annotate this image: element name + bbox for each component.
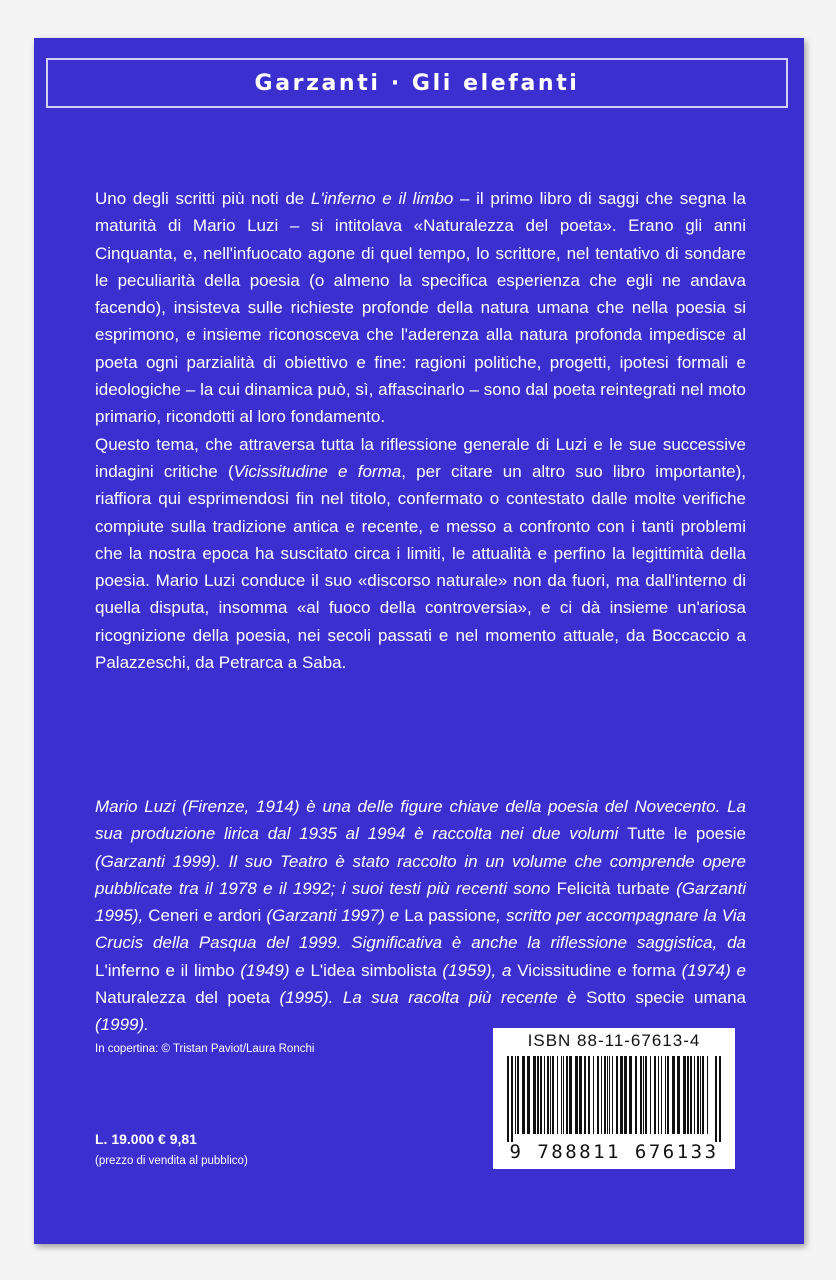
series-header-frame — [46, 58, 788, 108]
author-biography — [95, 793, 746, 1039]
text-run: (Garzanti 1995), — [95, 878, 746, 926]
barcode-bar — [700, 1056, 701, 1134]
barcode-bar — [563, 1056, 564, 1134]
isbn-number: ISBN 88-11-67613-4 — [527, 1031, 701, 1050]
text-run: Uno degli scritti più noti de — [95, 189, 311, 208]
barcode-bar — [566, 1056, 568, 1134]
barcode-bar — [601, 1056, 602, 1134]
barcode-bar — [550, 1056, 551, 1134]
barcode-bar — [687, 1056, 689, 1134]
barcode-bar — [561, 1056, 562, 1134]
barcode-bar — [683, 1056, 686, 1134]
ean-number: 9 788811 676133 — [509, 1141, 719, 1163]
barcode-bar — [511, 1056, 513, 1142]
book-title: Vicissitudine e forma — [517, 960, 676, 980]
barcode-bar — [547, 1056, 549, 1134]
cover-credit: In copertina: © Tristan Paviot/Laura Ronchi — [95, 1043, 315, 1055]
barcode-bar — [677, 1056, 680, 1134]
italic-title: L'inferno e il limbo — [310, 189, 454, 208]
barcode-bar — [650, 1056, 651, 1134]
italic-title: Vicissitudine e forma — [233, 461, 402, 481]
book-back-cover — [34, 38, 804, 1244]
price: L. 19.000 € 9,81 — [95, 1131, 197, 1147]
barcode-bar — [645, 1056, 647, 1134]
barcode-bar — [702, 1056, 704, 1134]
barcode-bar — [533, 1056, 536, 1134]
text-run: Mario Luzi (Firenze, 1914) è una delle figure chiave della poesia del Novecento. La sua produzione lirica dal 1935 al 1994 è raccolta nei due volumi — [95, 797, 746, 844]
barcode-bar — [616, 1056, 618, 1134]
barcode-bar — [579, 1056, 582, 1134]
barcode-bar — [697, 1056, 699, 1134]
price-note: (prezzo di vendita al pubblico) — [95, 1155, 248, 1167]
biography-paragraph — [95, 793, 746, 1039]
barcode-bar — [597, 1056, 599, 1134]
barcode-bar — [515, 1056, 516, 1134]
text-run: (1959), a — [436, 960, 518, 980]
text-run: – il primo libro di saggi che segna la maturità di Mario Luzi – si intitolava «Naturalezza del poeta». Erano gli anni Cinquanta, e, nell'infuocato agone di quel tempo, lo scrittore, nel tentativo di sondare le peculiarità della poesia (o almeno la specifica esperienza che egli ne andava facendo), insisteva sulle richieste profonde della natura umana che nella poesia si esprimono, e insieme riconosceva che l'aderenza alla natura profonda impedisce al poeta ogni parzialità di obiettivo e fine: ragioni politiche, progetti, ipotesi formali e ideologiche – la cui dinamica può, sì, affascinarlo – sono dal poeta reintegrati nel moto primario, ricondotti al loro fondamento. — [95, 189, 747, 427]
text-run: , per citare un altro suo libro importante), riaffiora qui esprimendosi fin nel titolo, confermato o contestato dalle molte verifiche compiute sulla tradizione antica e recente, e messo a confronto con i tanti problemi che la nostra epoca ha suscitato circa i limiti, le attualità e perfino la legittimità della poesia. Mario Luzi conduce il suo «discorso naturale» non da fuori, ma dall'interno di quella disputa, insomma «al fuoco della controversia», e ci dà insieme un'ariosa ricognizione della poesia, nei secoli passati e nel momento attuale, da Boccaccio a Palazzeschi, da Petrarca a Saba. — [95, 461, 746, 673]
text-run: , scritto per accompagnare la Via Crucis della Pasqua del 1999. Significativa è anche la riflessione saggistica, da — [95, 906, 746, 953]
text-run: Questo tema, che attraversa tutta la riflessione generale di Luzi e le sue successive indagini critiche ( — [95, 434, 746, 481]
barcode-bar — [507, 1056, 509, 1142]
barcode-bar — [609, 1056, 610, 1134]
barcode-bar — [719, 1056, 721, 1142]
book-title: Felicità turbate — [556, 878, 670, 898]
barcode-bar — [667, 1056, 669, 1134]
barcode-bar — [517, 1056, 519, 1134]
description-paragraph — [95, 431, 746, 677]
barcode-label — [493, 1028, 735, 1169]
barcode-bar — [635, 1056, 637, 1134]
barcode-icon — [505, 1056, 723, 1142]
barcode-bar — [588, 1056, 590, 1134]
barcode-bar — [537, 1056, 539, 1134]
barcode-bar — [620, 1056, 623, 1134]
book-title: Naturalezza del poeta — [95, 988, 270, 1008]
book-title: Sotto specie umana — [586, 988, 746, 1008]
barcode-bar — [672, 1056, 675, 1134]
barcode-bar — [658, 1056, 659, 1134]
barcode-bar — [624, 1056, 627, 1134]
barcode-bar — [593, 1056, 594, 1134]
barcode-bar — [694, 1056, 695, 1134]
book-title: Tutte le poesie — [627, 824, 746, 844]
barcode-bar — [690, 1056, 692, 1134]
barcode-bar — [607, 1056, 608, 1134]
book-description — [95, 185, 746, 676]
barcode-bar — [640, 1056, 642, 1134]
barcode-bar — [557, 1056, 558, 1134]
series-title: Garzanti · Gli elefanti — [254, 70, 580, 96]
barcode-bar — [584, 1056, 586, 1134]
barcode-bar — [643, 1056, 644, 1134]
barcode-bar — [665, 1056, 666, 1134]
text-run: (Garzanti 1997) e — [261, 906, 405, 926]
barcode-bar — [629, 1056, 632, 1134]
book-title: La passione — [404, 906, 497, 926]
barcode-bar — [522, 1056, 525, 1134]
barcode-bar — [661, 1056, 662, 1134]
book-title: L'inferno e il limbo — [95, 960, 235, 980]
book-title: Ceneri e ardori — [148, 906, 262, 926]
barcode-bar — [540, 1056, 542, 1134]
text-run: (1995). La sua racolta più recente è — [269, 988, 587, 1008]
barcode-bar — [604, 1056, 606, 1134]
barcode-bar — [575, 1056, 578, 1134]
book-title: L'idea simbolista — [310, 960, 437, 980]
text-run: (1999). — [95, 1015, 149, 1035]
barcode-bar — [569, 1056, 572, 1134]
barcode-bar — [654, 1056, 656, 1134]
text-run: (1949) e — [234, 960, 311, 980]
barcode-bar — [544, 1056, 545, 1134]
description-paragraph — [95, 185, 746, 431]
barcode-bar — [527, 1056, 530, 1134]
barcode-bar — [715, 1056, 717, 1142]
barcode-bar — [707, 1056, 708, 1134]
barcode-bar — [552, 1056, 554, 1134]
text-run: (1974) e — [675, 960, 746, 980]
barcode-bar — [612, 1056, 613, 1134]
text-run: (Garzanti 1999). Il suo Teatro è stato raccolto in un volume che comprende opere pubblicate tra il 1978 e il 1992; i suoi testi più recenti sono — [95, 851, 746, 898]
